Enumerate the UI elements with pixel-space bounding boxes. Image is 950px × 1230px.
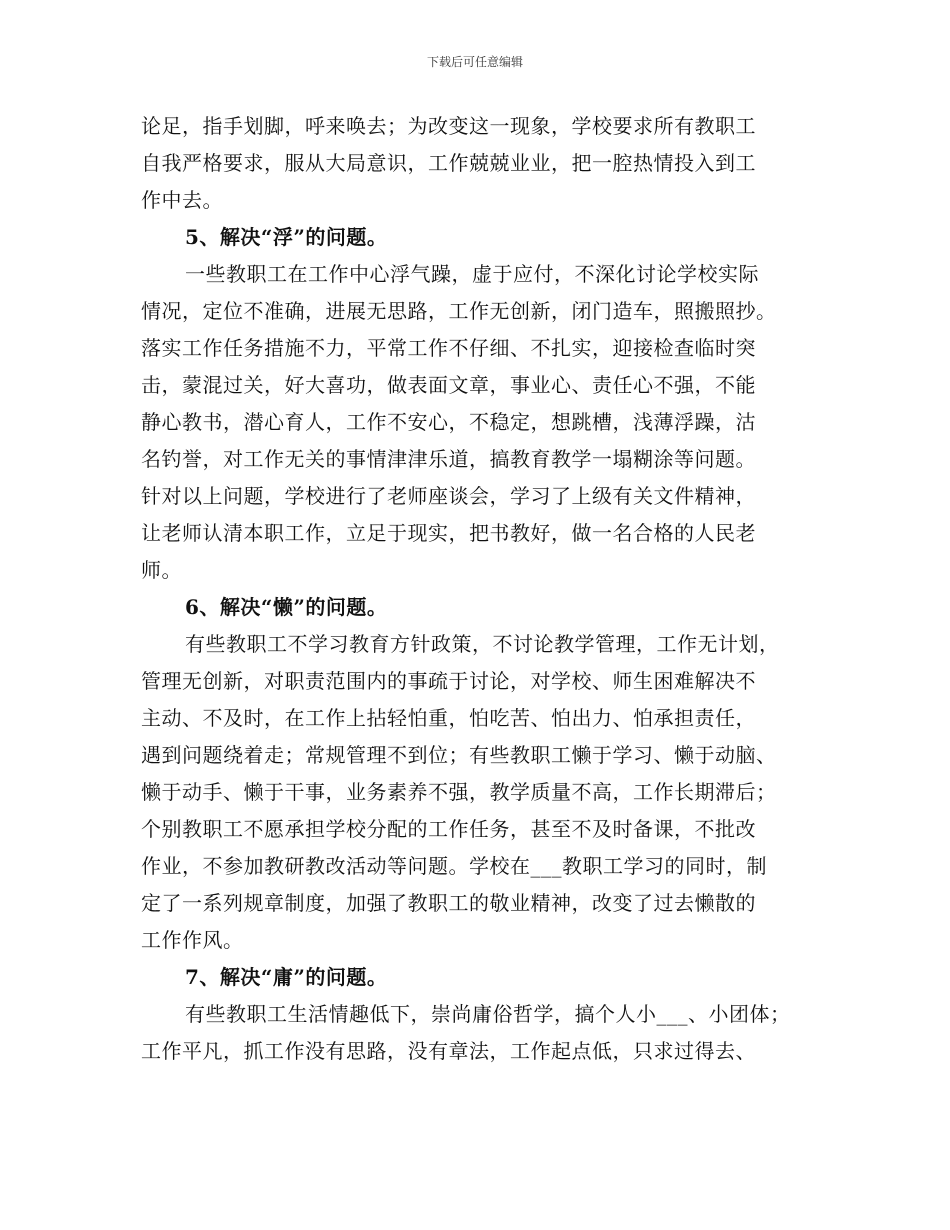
paragraph-line: 管理无创新，对职责范围内的事疏于讨论，对学校、师生困难解决不	[141, 669, 756, 693]
paragraph-line: 有些教职工不学习教育方针政策，不讨论教学管理，工作无计划，	[185, 632, 780, 656]
paragraph-line: 作中去。	[141, 188, 223, 212]
section-heading: 6、解决“懒”的问题。	[185, 595, 388, 619]
paragraph-line: 个别教职工不愿承担学校分配的工作任务，甚至不及时备课，不批改	[141, 817, 756, 841]
paragraph-line: 有些教职工生活情趣低下，崇尚庸俗哲学，搞个人小___、小团体；	[185, 1002, 791, 1026]
paragraph-line: 让老师认清本职工作，立足于现实，把书教好，做一名合格的人民老	[141, 521, 756, 545]
paragraph-line: 一些教职工在工作中心浮气躁，虚于应付，不深化讨论学校实际	[185, 262, 759, 286]
paragraph-line: 击，蒙混过关，好大喜功，做表面文章，事业心、责任心不强，不能	[141, 373, 756, 397]
paragraph-line: 针对以上问题，学校进行了老师座谈会，学习了上级有关文件精神，	[141, 484, 756, 508]
paragraph-line: 遇到问题绕着走；常规管理不到位；有些教职工懒于学习、懒于动脑、	[141, 743, 777, 767]
paragraph-line: 静心教书，潜心育人，工作不安心，不稳定，想跳槽，浅薄浮躁，沽	[141, 410, 756, 434]
paragraph-line: 名钓誉，对工作无关的事情津津乐道，搞教育教学一塌糊涂等问题。	[141, 447, 756, 471]
section-heading: 5、解决“浮”的问题。	[185, 225, 388, 249]
paragraph-line: 工作平凡，抓工作没有思路，没有章法，工作起点低，只求过得去、	[141, 1039, 756, 1063]
document-body	[141, 108, 831, 1070]
section-heading: 7、解决“庸”的问题。	[185, 965, 388, 989]
paragraph-line: 懒于动手、懒于干事，业务素养不强，教学质量不高，工作长期滞后；	[141, 780, 777, 804]
paragraph-line: 工作作风。	[141, 928, 244, 952]
paragraph-line: 情况，定位不准确，进展无思路，工作无创新，闭门造车，照搬照抄。	[141, 299, 777, 323]
paragraph-line: 定了一系列规章制度，加强了教职工的敬业精神，改变了过去懒散的	[141, 891, 756, 915]
paragraph-line: 作业，不参加教研教改活动等问题。学校在___教职工学习的同时，制	[141, 854, 767, 878]
paragraph-line: 师。	[141, 558, 182, 582]
paragraph-line: 论足，指手划脚，呼来唤去；为改变这一现象，学校要求所有教职工	[141, 114, 756, 138]
page-header: 下载后可任意编辑	[426, 55, 523, 69]
paragraph-line: 自我严格要求，服从大局意识，工作兢兢业业，把一腔热情投入到工	[141, 151, 756, 175]
paragraph-line: 主动、不及时，在工作上拈轻怕重，怕吃苦、怕出力、怕承担责任，	[141, 706, 756, 730]
paragraph-line: 落实工作任务措施不力，平常工作不仔细、不扎实，迎接检查临时突	[141, 336, 756, 360]
